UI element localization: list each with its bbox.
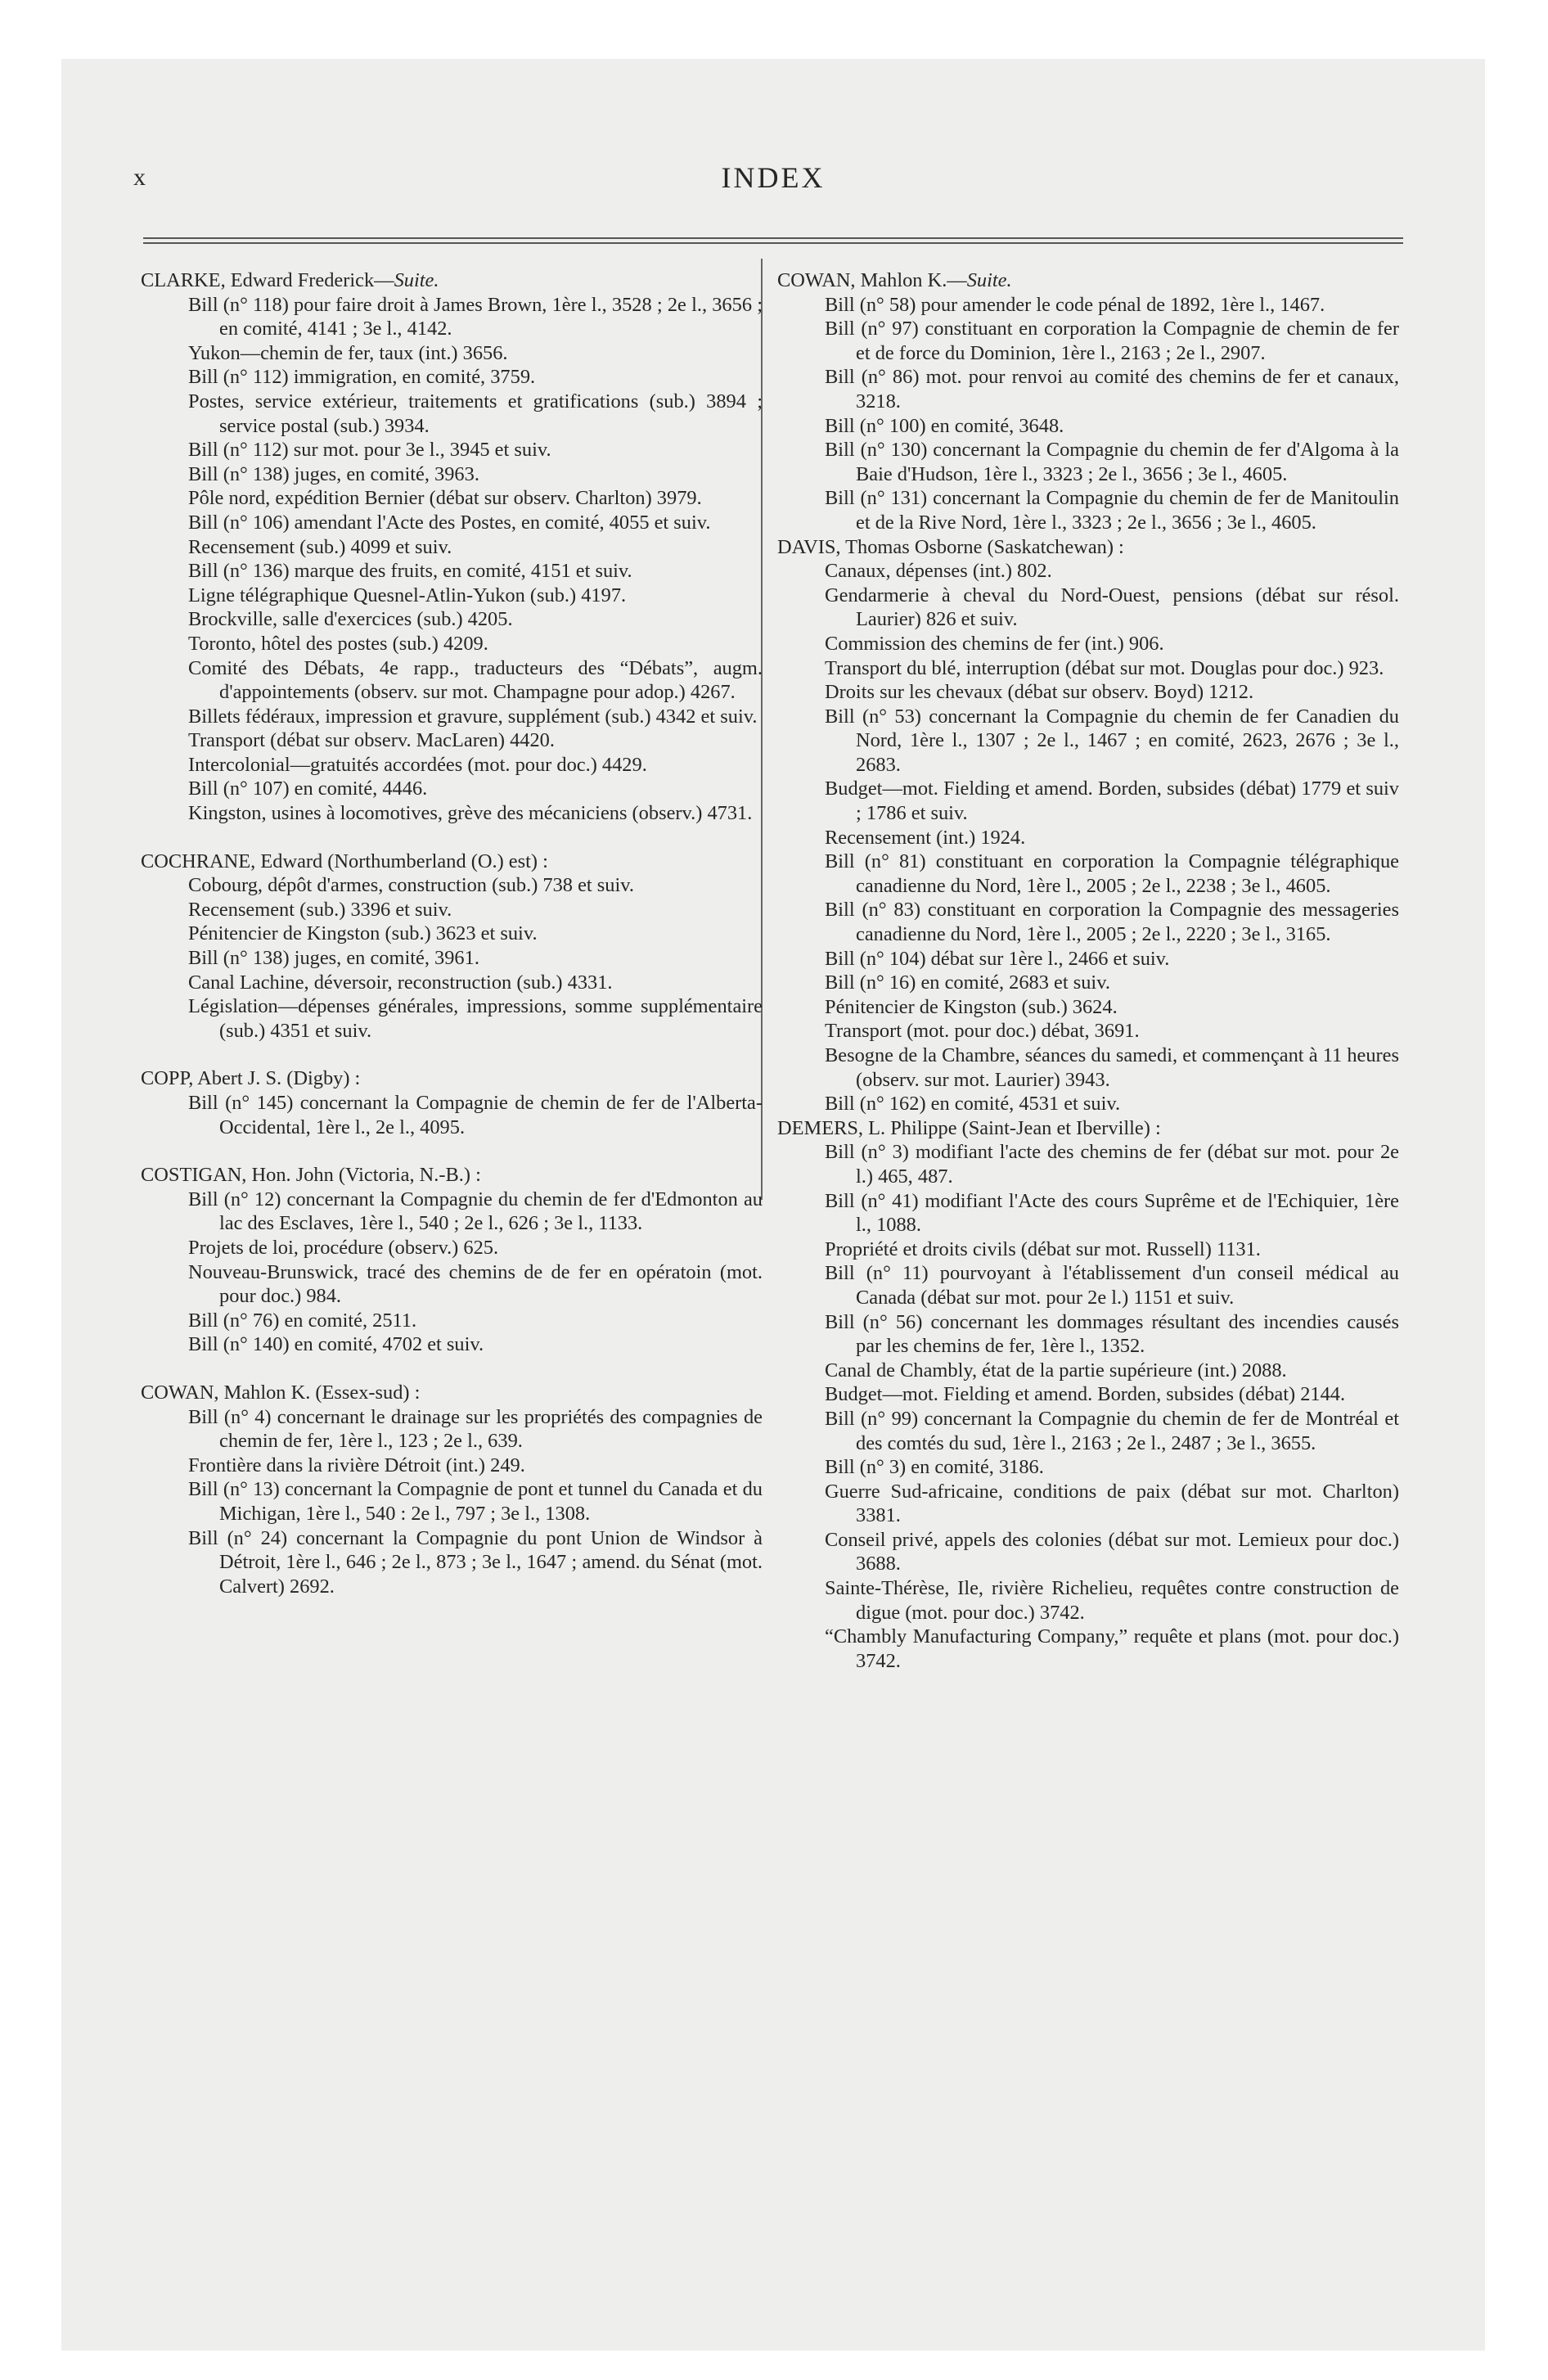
entry-item: Bill (n° 97) constituant en corporation la Compagnie de chemin de fer et de force du Dominion, 1ère l., 2163 ; 2e l., 2907.: [825, 318, 1399, 364]
entry-item: Cobourg, dépôt d'armes, construction (sub.) 738 et suiv.: [188, 874, 634, 897]
entry-item: Gendarmerie à cheval du Nord-Ouest, pensions (débat sur résol. Laurier) 826 et suiv.: [825, 584, 1399, 631]
entry-item: Bill (n° 76) en comité, 2511.: [188, 1309, 417, 1332]
entry-name-text: DAVIS, Thomas Osborne (Saskatchewan) :: [777, 535, 1124, 558]
entry-name-text: COWAN, Mahlon K.—: [777, 269, 967, 291]
entry-item: Conseil privé, appels des colonies (débat sur mot. Lemieux pour doc.) 3688.: [825, 1528, 1399, 1575]
entry-name: [141, 1381, 763, 1405]
entry-name-text: COSTIGAN, Hon. John (Victoria, N.-B.) :: [141, 1164, 481, 1187]
entry-item: Bill (n° 140) en comité, 4702 et suiv.: [188, 1333, 484, 1356]
entry-item: Bill (n° 53) concernant la Compagnie du chemin de fer Canadien du Nord, 1ère l., 1307 ; 2e l., 1467 ; en comité, 2623, 2676 ; 3e l., 2683.: [825, 705, 1399, 776]
index-entry-cowan: [777, 268, 1399, 535]
header-rule-bottom: [143, 242, 1403, 244]
entry-item: Nouveau-Brunswick, tracé des chemins de de fer en opératoin (mot. pour doc.) 984.: [188, 1260, 763, 1308]
entry-item: Besogne de la Chambre, séances du samedi, et commençant à 11 heures (observ. sur mot. Laurier) 3943.: [825, 1044, 1399, 1091]
right-column: [777, 268, 1399, 1673]
entry-item: Bill (n° 86) mot. pour renvoi au comité des chemins de fer et canaux, 3218.: [825, 366, 1399, 412]
index-entry-cochrane: [141, 850, 763, 1044]
entry-item: Bill (n° 83) constituant en corporation la Compagnie des messageries canadienne du Nord, 1ère l., 2005 ; 2e l., 2220 ; 3e l., 3165.: [825, 899, 1399, 946]
entry-item: Sainte-Thérèse, Ile, rivière Richelieu, requêtes contre construction de digue (mot. pour doc.) 3742.: [825, 1577, 1399, 1624]
entry-item: Bill (n° 81) constituant en corporation la Compagnie télégraphique canadienne du Nord, 1ère l., 2005 ; 2e l., 2238 ; 3e l., 4605.: [825, 850, 1399, 897]
entry-item: Bill (n° 131) concernant la Compagnie du chemin de fer de Manitoulin et de la Rive Nord, 1ère l., 3323 ; 2e l., 3656 ; 3e l., 4605.: [825, 487, 1399, 534]
header-rule-top: [143, 237, 1403, 239]
entry-name-text: COWAN, Mahlon K. (Essex-sud) :: [141, 1381, 421, 1404]
entry-name: [141, 850, 763, 874]
entry-item: Bill (n° 130) concernant la Compagnie du chemin de fer d'Algoma à la Baie d'Hudson, 1ère l., 3323 ; 2e l., 3656 ; 3e l., 4605.: [825, 439, 1399, 485]
entry-name-text: DEMERS, L. Philippe (Saint-Jean et Iberville) :: [777, 1116, 1161, 1139]
entry-item: Budget—mot. Fielding et amend. Borden, subsides (débat) 1779 et suiv ; 1786 et suiv.: [825, 778, 1399, 825]
entry-item: Législation—dépenses générales, impressions, somme supplémentaire (sub.) 4351 et suiv.: [188, 995, 763, 1042]
entry-item: Postes, service extérieur, traitements et gratifications (sub.) 3894 ; service postal (sub.) 3934.: [188, 390, 763, 437]
entry-item: Bill (n° 3) en comité, 3186.: [825, 1456, 1044, 1479]
entry-item: Bill (n° 11) pourvoyant à l'établissement d'un conseil médical au Canada (débat sur mot. pour 2e l.) 1151 et suiv.: [825, 1262, 1399, 1309]
entry-item: Recensement (int.) 1924.: [825, 826, 1026, 849]
page-number: x: [133, 164, 146, 191]
entry-item: Bill (n° 145) concernant la Compagnie de chemin de fer de l'Alberta-Occidental, 1ère l., 2e l., 4095.: [188, 1092, 763, 1138]
entry-item: Billets fédéraux, impression et gravure, supplément (sub.) 4342 et suiv.: [188, 705, 758, 728]
entry-name: [777, 535, 1399, 560]
entry-name-text: CLARKE, Edward Frederick—: [141, 269, 394, 291]
entry-item: Bill (n° 4) concernant le drainage sur les propriétés des compagnies de chemin de fer, 1ère l., 123 ; 2e l., 639.: [188, 1405, 763, 1453]
entry-item: Bill (n° 104) débat sur 1ère l., 2466 et suiv.: [825, 947, 1170, 970]
entry-item: Bill (n° 138) juges, en comité, 3961.: [188, 947, 479, 970]
entry-name: [777, 268, 1399, 293]
entry-item: Canaux, dépenses (int.) 802.: [825, 560, 1052, 583]
entry-name-suffix: Suite.: [966, 269, 1012, 291]
index-entry-costigan: [141, 1163, 763, 1357]
entry-item: Frontière dans la rivière Détroit (int.) 249.: [188, 1454, 525, 1476]
entry-item: Kingston, usines à locomotives, grève des mécaniciens (observ.) 4731.: [188, 802, 753, 825]
index-page: [61, 59, 1485, 2351]
entry-item: Guerre Sud-africaine, conditions de paix (débat sur mot. Charlton) 3381.: [825, 1480, 1399, 1527]
entry-item: Toronto, hôtel des postes (sub.) 4209.: [188, 632, 488, 655]
entry-item: Bill (n° 41) modifiant l'Acte des cours Suprême et de l'Echiquier, 1ère l., 1088.: [825, 1189, 1399, 1237]
entry-item: Comité des Débats, 4e rapp., traducteurs des “Débats”, augm. d'appointements (observ. sur mot. Champagne pour adop.) 4267.: [188, 656, 763, 704]
entry-item: Bill (n° 24) concernant la Compagnie du pont Union de Windsor à Détroit, 1ère l., 646 ; 2e l., 873 ; 3e l., 1647 ; amend. du Sénat (mot. Calvert) 2692.: [188, 1526, 763, 1598]
entry-item: Droits sur les chevaux (débat sur observ. Boyd) 1212.: [825, 681, 1254, 704]
entry-item: Bill (n° 100) en comité, 3648.: [825, 414, 1064, 437]
entry-item: Budget—mot. Fielding et amend. Borden, subsides (débat) 2144.: [825, 1383, 1346, 1406]
entry-item: Commission des chemins de fer (int.) 906.: [825, 632, 1164, 655]
entry-item: Bill (n° 106) amendant l'Acte des Postes, en comité, 4055 et suiv.: [188, 511, 711, 534]
entry-name: [141, 1163, 763, 1188]
entry-item: Bill (n° 58) pour amender le code pénal de 1892, 1ère l., 1467.: [825, 293, 1325, 316]
entry-name-text: COPP, Abert J. S. (Digby) :: [141, 1067, 361, 1090]
entry-item: Bill (n° 138) juges, en comité, 3963.: [188, 462, 479, 485]
entry-item: Bill (n° 112) immigration, en comité, 3759.: [188, 366, 536, 389]
entry-item: Bill (n° 112) sur mot. pour 3e l., 3945 et suiv.: [188, 439, 551, 462]
entry-item: Transport (mot. pour doc.) débat, 3691.: [825, 1020, 1140, 1043]
entry-item: Transport (débat sur observ. MacLaren) 4420.: [188, 729, 555, 752]
entry-item: Yukon—chemin de fer, taux (int.) 3656.: [188, 341, 508, 364]
entry-item: Bill (n° 107) en comité, 4446.: [188, 778, 428, 800]
entry-item: Recensement (sub.) 4099 et suiv.: [188, 535, 452, 558]
entry-item: Bill (n° 13) concernant la Compagnie de pont et tunnel du Canada et du Michigan, 1ère l., 540 : 2e l., 797 ; 3e l., 1308.: [188, 1478, 763, 1525]
entry-item: Bill (n° 99) concernant la Compagnie du chemin de fer de Montréal et des comtés du sud, 1ère l., 2163 ; 2e l., 2487 ; 3e l., 3655.: [825, 1407, 1399, 1454]
index-entry-cowan: [141, 1381, 763, 1598]
entry-item: Canal Lachine, déversoir, reconstruction (sub.) 4331.: [188, 971, 613, 994]
page-title: INDEX: [721, 161, 826, 194]
index-entry-demers: [777, 1116, 1399, 1674]
index-entry-clarke: [141, 268, 763, 826]
entry-item: Bill (n° 3) modifiant l'acte des chemins de fer (débat sur mot. pour 2e l.) 465, 487.: [825, 1141, 1399, 1188]
entry-item: Canal de Chambly, état de la partie supérieure (int.) 2088.: [825, 1359, 1287, 1382]
entry-item: Bill (n° 136) marque des fruits, en comité, 4151 et suiv.: [188, 560, 632, 583]
entry-item: Bill (n° 56) concernant les dommages résultant des incendies causés par les chemins de fer, 1ère l., 1352.: [825, 1310, 1399, 1358]
entry-name-text: COCHRANE, Edward (Northumberland (O.) est) :: [141, 850, 548, 872]
entry-item: Bill (n° 16) en comité, 2683 et suiv.: [825, 971, 1110, 994]
entry-name: [777, 1116, 1399, 1141]
entry-item: Bill (n° 118) pour faire droit à James Brown, 1ère l., 3528 ; 2e l., 3656 ; en comité, 4141 ; 3e l., 4142.: [188, 293, 763, 340]
page-header: [61, 59, 1485, 210]
entry-item: Transport du blé, interruption (débat sur mot. Douglas pour doc.) 923.: [825, 656, 1384, 679]
entry-name: [141, 268, 763, 293]
entry-item: Intercolonial—gratuités accordées (mot. pour doc.) 4429.: [188, 753, 647, 776]
entry-item: Recensement (sub.) 3396 et suiv.: [188, 898, 452, 921]
entry-name-suffix: Suite.: [394, 269, 439, 291]
entry-item: Pénitencier de Kingston (sub.) 3624.: [825, 995, 1118, 1018]
entry-item: Ligne télégraphique Quesnel-Atlin-Yukon (sub.) 4197.: [188, 584, 627, 606]
entry-item: Brockville, salle d'exercices (sub.) 4205.: [188, 608, 513, 631]
entry-item: Pénitencier de Kingston (sub.) 3623 et suiv.: [188, 922, 538, 945]
entry-name: [141, 1066, 763, 1091]
entry-item: Pôle nord, expédition Bernier (débat sur observ. Charlton) 3979.: [188, 487, 702, 510]
index-entry-copp: [141, 1066, 763, 1139]
entry-item: Bill (n° 162) en comité, 4531 et suiv.: [825, 1093, 1121, 1116]
entry-item: Propriété et droits civils (débat sur mot. Russell) 1131.: [825, 1237, 1261, 1260]
left-column: [141, 268, 763, 1598]
entry-item: Bill (n° 12) concernant la Compagnie du chemin de fer d'Edmonton au lac des Esclaves, 1ère l., 540 ; 2e l., 626 ; 3e l., 1133.: [188, 1188, 763, 1235]
entry-item: “Chambly Manufacturing Company,” requête et plans (mot. pour doc.) 3742.: [825, 1625, 1399, 1672]
index-entry-davis: [777, 535, 1399, 1116]
entry-item: Projets de loi, procédure (observ.) 625.: [188, 1236, 499, 1259]
